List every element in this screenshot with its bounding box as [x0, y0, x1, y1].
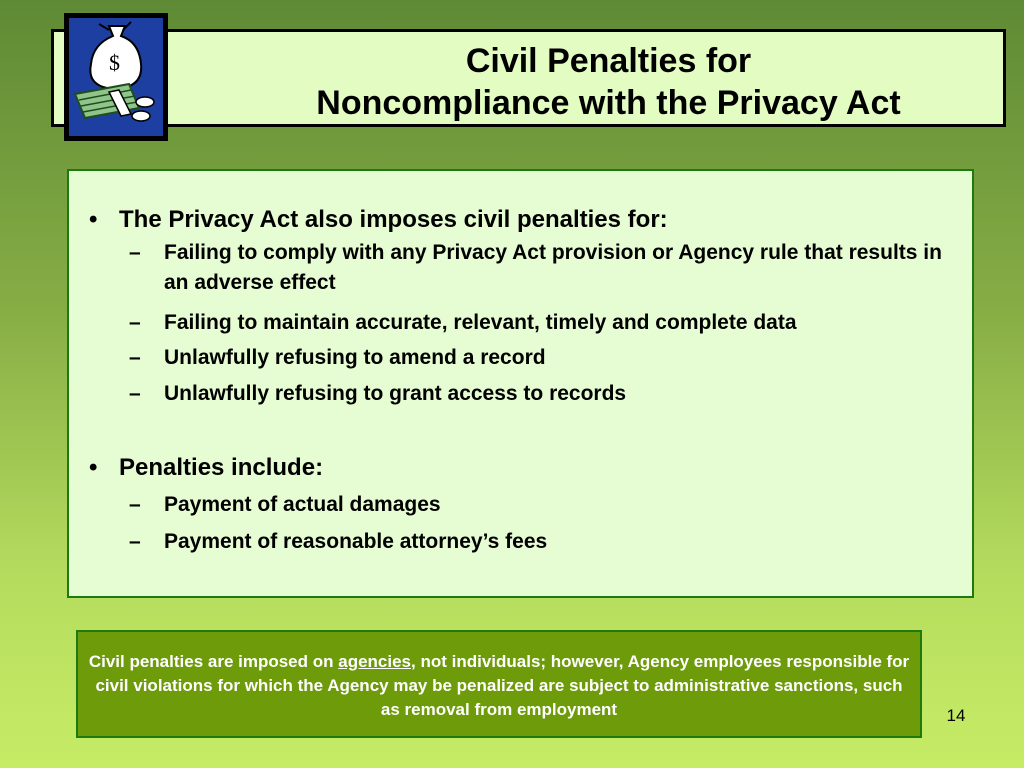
- title-box: [51, 29, 1006, 127]
- sub-item: [129, 308, 949, 338]
- svg-text:$: $: [109, 50, 120, 75]
- dash-mark: –: [129, 382, 141, 405]
- sub-item: [129, 490, 949, 520]
- sub-item: [129, 379, 949, 409]
- sub-item-text: Payment of reasonable attorney’s fees: [164, 530, 548, 553]
- page-number: 14: [946, 706, 966, 725]
- bullet-mark: •: [89, 206, 98, 233]
- sub-item-text: Failing to maintain accurate, relevant, timely and complete data: [164, 311, 797, 334]
- sub-item-text: Failing to comply with any Privacy Act provision or Agency rule that results in an adverse effect: [164, 241, 942, 294]
- note-box: [76, 630, 922, 738]
- dash-mark: –: [129, 241, 141, 264]
- sub-item: [129, 527, 949, 557]
- sub-item: [129, 238, 949, 298]
- note-text-after: , not individuals; however, Agency employees responsible for civil violations for which the Agency may be penalized are subject to administrative sanctions, such as removal from employment: [95, 652, 910, 719]
- title-line-2: Noncompliance with the Privacy Act: [316, 84, 901, 122]
- money-bag-icon: [64, 13, 168, 141]
- bullet-text: The Privacy Act also imposes civil penalties for:: [119, 206, 668, 233]
- title-line-1: Civil Penalties for: [465, 42, 752, 80]
- sub-item: [129, 343, 949, 373]
- bullet-mark: •: [89, 454, 98, 481]
- slide-title: [214, 40, 1003, 124]
- content-box: [67, 169, 974, 598]
- sub-item-text: Unlawfully refusing to amend a record: [164, 346, 546, 369]
- dash-mark: –: [129, 530, 141, 553]
- dash-mark: –: [129, 493, 141, 516]
- bullet-text: Penalties include:: [119, 454, 324, 481]
- sub-item-text: Unlawfully refusing to grant access to records: [164, 382, 627, 405]
- note-text-before: Civil penalties are imposed on: [88, 652, 339, 671]
- sub-item-text: Payment of actual damages: [164, 493, 441, 516]
- dash-mark: –: [129, 346, 141, 369]
- note-underlined-word: agencies: [338, 652, 411, 671]
- money-bag-graphic: [69, 18, 163, 136]
- dash-mark: –: [129, 311, 141, 334]
